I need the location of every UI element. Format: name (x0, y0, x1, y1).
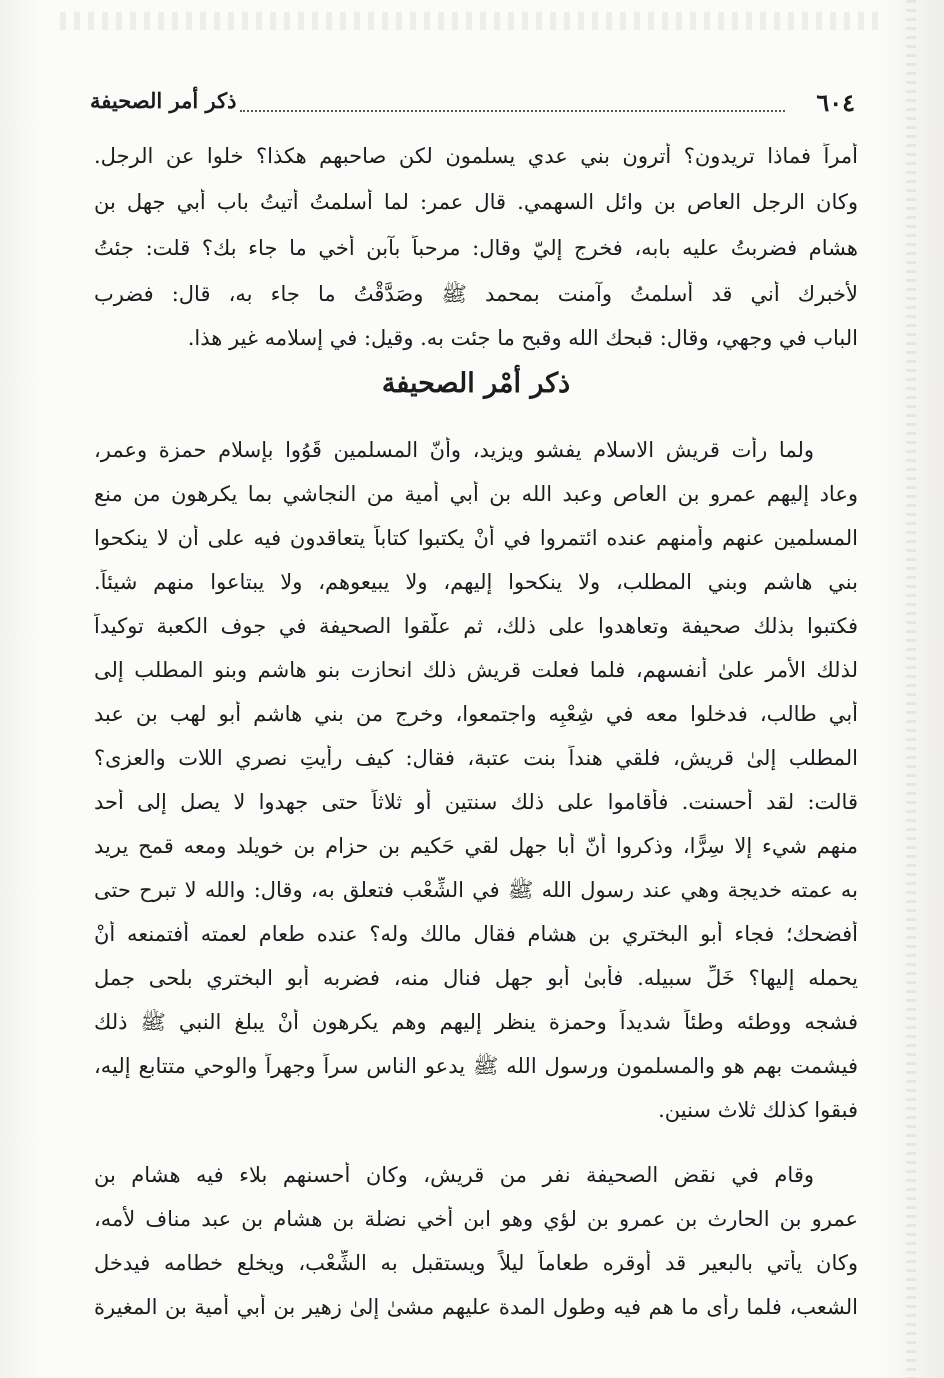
text-line: عمرو بن الحارث بن عمرو بن لؤي وهو ابن أخي نضلة بن هشام بن عبد مناف لأمه، (94, 1207, 858, 1231)
text-line: فبقوا كذلك ثلاث سنين. (658, 1098, 858, 1122)
header-dotted-rule (240, 110, 785, 112)
text-line: هشام فضربتُ عليه بابه، فخرج إليّ وقال: مرحباً بآبن أخي ما جاء بك؟ قلت: جئتُ (94, 236, 858, 260)
text-line: به عمته خديجة وهي عند رسول الله ﷺ في الشِّعْب فتعلق به، وقال: والله لا تبرح حتى (94, 878, 858, 902)
running-title: ذكر أمر الصحيفة (90, 88, 237, 113)
text-line: وكان الرجل العاص بن وائل السهمي. قال عمر: لما أسلمتُ أتيتُ باب أبي جهل بن (94, 190, 858, 214)
text-line: المسلمين عنهم وأمنهم عنده ائتمروا في أنْ يكتبوا كتاباً يتعاقدون فيه على أن لا ينكحوا (94, 526, 858, 550)
text-line: ولما رأت قريش الاسلام يفشو ويزيد، وأنّ المسلمين قَوُوا بإسلام حمزة وعمر، (94, 438, 814, 462)
text-line: قالت: لقد أحسنت. فأقاموا على ذلك سنتين أو ثلاثاً حتى جهدوا لا يصل إلى أحد (94, 790, 858, 814)
text-line: الباب في وجهي، وقال: قبحك الله وقبح ما جئت به. وقيل: في إسلامه غير هذا. (187, 326, 858, 350)
text-line: بني هاشم وبني المطلب، ولا ينكحوا إليهم، ولا يبيعوهم، ولا يبتاعوا منهم شيئاً. (94, 570, 858, 594)
page-header (90, 86, 855, 124)
text-line: لذلك الأمر علىٰ أنفسهم، فلما فعلت قريش ذلك انحازت بنو هاشم وبنو المطلب إلى (94, 658, 858, 682)
text-line: يحمله إليها؟ خَلِّ سبيله. فأبىٰ أبو جهل فنال منه، فضربه أبو البختري بلحى جمل (94, 966, 858, 990)
text-line: الشعب، فلما رأى ما هم فيه وطول المدة عليهم مشىٰ إلىٰ زهير بن أبي أمية بن المغيرة (94, 1295, 858, 1319)
text-line: المطلب إلىٰ قريش، فلقي هنداً بنت عتبة، فقال: كيف رأيتِ نصري اللات والعزى؟ (94, 746, 858, 770)
section-heading: ذكر أمْر الصحيفة (381, 368, 571, 399)
text-line: وكان يأتي بالبعير قد أوقره طعاماً ليلاً ويستقبل به الشِّعْب، ويخلع خطامه فيدخل (94, 1251, 858, 1275)
text-line: منهم شيء إلا سِرًّا، وذكروا أنّ أبا جهل لقي حَكيم بن حزام بن خويلد ومعه قمح يريد (94, 834, 858, 858)
text-line: أبي طالب، فدخلوا معه في شِعْبِه واجتمعوا، وخرج من بني هاشم أبو لهب بن عبد (94, 702, 858, 726)
scan-edge-right (906, 0, 916, 1378)
text-line: لأخبرك أني قد أسلمتُ وآمنت بمحمد ﷺ وصَدَّقْتُ ما جاء به، قال: فضرب (94, 282, 858, 306)
text-line: وقام في نقض الصحيفة نفر من قريش، وكان أحسنهم بلاء فيه هشام بن (94, 1163, 814, 1187)
text-line: أفضحك؛ فجاء أبو البختري بن هشام فقال مالك وله؟ عنده طعام لعمته أفتمنعه أنْ (94, 922, 858, 946)
scan-edge-top (60, 12, 880, 30)
text-line: أمراً فماذا تريدون؟ أترون بني عدي يسلمون لكن صاحبهم هكذا؟ خلوا عن الرجل. (94, 144, 858, 168)
text-line: فكتبوا بذلك صحيفة وتعاهدوا على ذلك، ثم علّقوا الصحيفة في جوف الكعبة توكيداً (94, 614, 858, 638)
text-line: فيشمت بهم هو والمسلمون ورسول الله ﷺ يدعو الناس سراً وجهراً والوحي متتابع إليه، (94, 1054, 858, 1078)
text-line: وعاد إليهم عمرو بن العاص وعبد الله بن أبي أمية من النجاشي بما يكرهون من منع (94, 482, 858, 506)
page-number: ٦٠٤ (816, 88, 855, 117)
text-line: فشجه ووطئه وطئاً شديداً وحمزة ينظر إليهم وهم يكرهون أنْ يبلغ النبي ﷺ ذلك (94, 1010, 858, 1034)
